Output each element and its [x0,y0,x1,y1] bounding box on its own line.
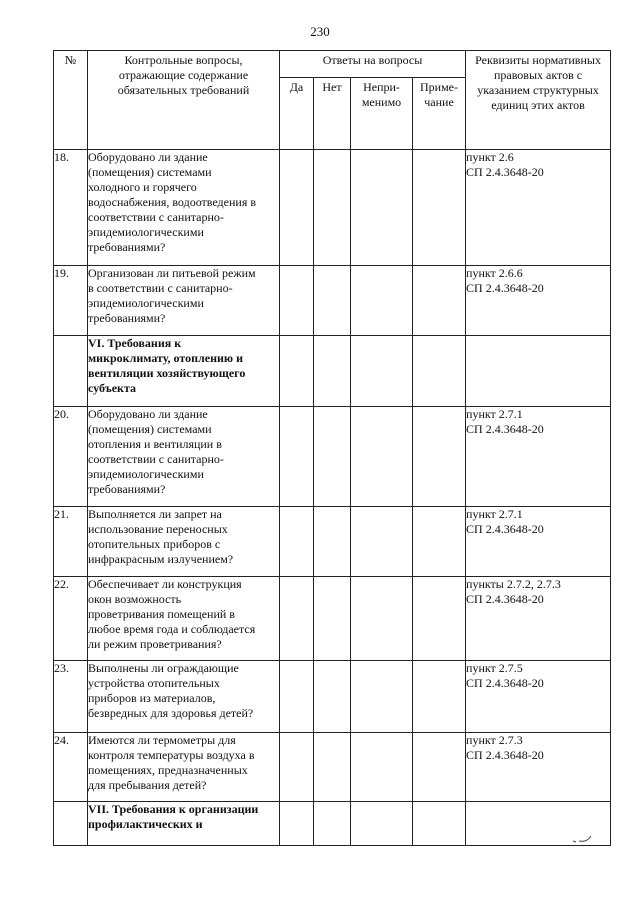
requisites-text: пункт 2.7.3 СП 2.4.3648-20 [466,733,611,802]
table-row [54,733,611,802]
table-row [54,507,611,577]
answer-no-cell[interactable] [314,661,351,733]
header-answers: Ответы на вопросы [280,51,466,78]
question-text: Оборудовано ли здание (помещения) системами отопления и вентиляции в соответствии с санитарно- эпидемиологическими требованиями? [88,407,280,507]
answer-no-cell[interactable] [314,507,351,577]
answer-yes-cell[interactable] [280,577,314,661]
header-requisites: Реквизиты нормативных правовых актов с указанием структурных единиц этих актов [466,51,611,150]
row-number: 19. [54,266,88,336]
requisites-text: пункт 2.7.1 СП 2.4.3648-20 [466,407,611,507]
answer-note-cell[interactable] [413,733,466,802]
answer-note-cell[interactable] [413,577,466,661]
question-text: Организован ли питьевой режим в соответствии с санитарно- эпидемиологическими требованиями? [88,266,280,336]
header-note: Приме- чание [413,78,466,150]
question-text: Оборудовано ли здание (помещения) системами холодного и горячего водоснабжения, водоотведения в соответствии с санитарно- эпидемиологическими требованиями? [88,150,280,266]
question-text: Выполнены ли ограждающие устройства отопительных приборов из материалов, безвредных для здоровья детей? [88,661,280,733]
answer-yes-cell[interactable] [280,266,314,336]
requisites-text: пункт 2.6.6 СП 2.4.3648-20 [466,266,611,336]
answer-no-cell[interactable] [314,577,351,661]
answer-yes-cell[interactable] [280,407,314,507]
answer-yes-cell[interactable] [280,661,314,733]
section-row [54,336,611,407]
table-row [54,577,611,661]
answer-no-cell[interactable] [314,733,351,802]
header-not-applicable: Непри- менимо [351,78,413,150]
answer-na-cell[interactable] [351,507,413,577]
header-row-top [54,51,611,78]
section-num-cell [54,336,88,407]
answer-na-cell[interactable] [351,577,413,661]
answer-note-cell[interactable] [413,407,466,507]
answer-na-cell[interactable] [351,661,413,733]
answer-note-cell[interactable] [413,507,466,577]
header-questions: Контрольные вопросы, отражающие содержание обязательных требований [88,51,280,150]
answer-yes-cell[interactable] [280,733,314,802]
question-text: Имеются ли термометры для контроля температуры воздуха в помещениях, предназначенных для пребывания детей? [88,733,280,802]
answer-na-cell[interactable] [351,407,413,507]
answer-no-cell[interactable] [314,266,351,336]
page-number: 230 [310,24,330,39]
section-title-vii: VII. Требования к организации профилактических и [88,802,280,846]
requisites-text: пункт 2.6 СП 2.4.3648-20 [466,150,611,266]
answer-no-cell[interactable] [314,150,351,266]
answer-note-cell[interactable] [413,266,466,336]
table-row [54,150,611,266]
question-text: Выполняется ли запрет на использование переносных отопительных приборов с инфракрасным излучением? [88,507,280,577]
section-row [54,802,611,846]
checklist-table [53,50,611,846]
answer-note-cell[interactable] [413,661,466,733]
row-number: 20. [54,407,88,507]
pen-mark-icon [572,833,594,845]
answer-no-cell[interactable] [314,407,351,507]
requisites-text: пункт 2.7.5 СП 2.4.3648-20 [466,661,611,733]
requisites-text: пункт 2.7.1 СП 2.4.3648-20 [466,507,611,577]
table-row [54,661,611,733]
section-title-vi: VI. Требования к микроклимату, отоплению и вентиляции хозяйствующего субъекта [88,336,280,407]
row-number: 24. [54,733,88,802]
row-number: 22. [54,577,88,661]
section-num-cell [54,802,88,846]
table-row [54,407,611,507]
row-number: 23. [54,661,88,733]
answer-na-cell[interactable] [351,266,413,336]
answer-note-cell[interactable] [413,150,466,266]
answer-na-cell[interactable] [351,150,413,266]
table-row [54,266,611,336]
question-text: Обеспечивает ли конструкция окон возможность проветривания помещений в любое время года и соблюдается ли режим проветривания? [88,577,280,661]
row-number: 21. [54,507,88,577]
requisites-text: пункты 2.7.2, 2.7.3 СП 2.4.3648-20 [466,577,611,661]
pen-mark [572,833,594,849]
answer-yes-cell[interactable] [280,507,314,577]
header-num: № [54,51,88,150]
row-number: 18. [54,150,88,266]
answer-na-cell[interactable] [351,733,413,802]
header-no: Нет [314,78,351,150]
answer-yes-cell[interactable] [280,150,314,266]
header-yes: Да [280,78,314,150]
